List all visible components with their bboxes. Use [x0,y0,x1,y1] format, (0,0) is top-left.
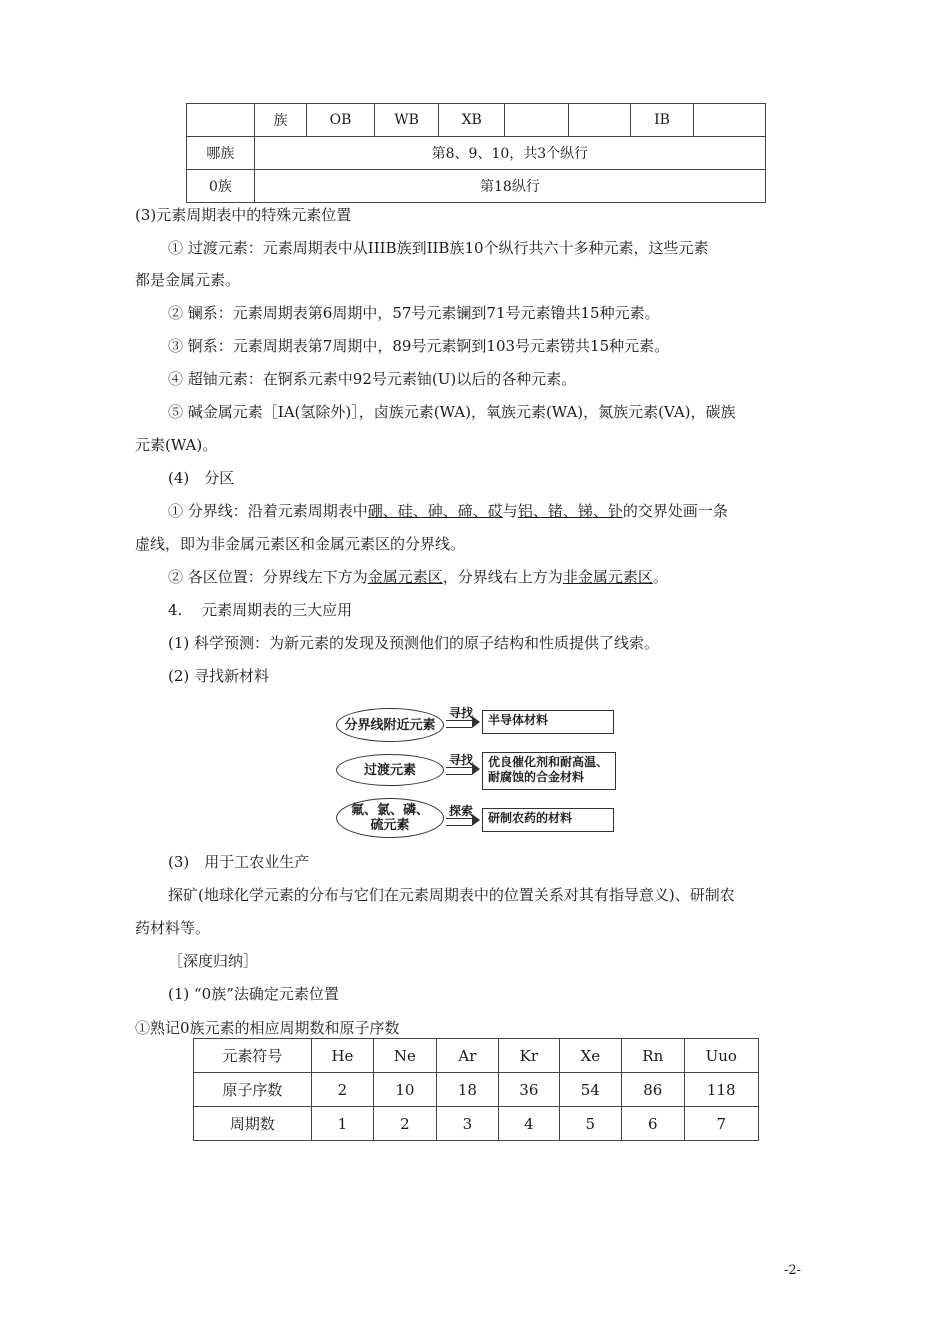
table-cell: He [311,1039,373,1073]
arrow-label: 寻找 [449,706,474,720]
table-cell: 6 [622,1107,684,1141]
noble-gas-table [193,1038,759,1141]
table-cell: WB [375,104,439,137]
table-cell: 1 [311,1107,373,1141]
table-cell: 3 [436,1107,498,1141]
oval-nonmetal-elements [336,798,444,838]
table-cell [694,104,766,137]
text-span: ，分界线右上方为 [442,568,563,586]
text-span: 的交界处画一条 [622,502,728,520]
underlined-term: 铝、锗、锑、钋 [517,502,623,520]
table-cell [505,104,569,137]
paragraph-line [168,567,668,587]
table-row [187,137,766,170]
text-span: ② 各区位置：分界线左下方为 [168,568,368,586]
table-cell: 2 [374,1107,436,1141]
table-cell: Xe [559,1039,621,1073]
table-cell: 10 [374,1073,436,1107]
arrow-label: 寻找 [449,753,474,767]
table-cell: 2 [311,1073,373,1107]
table-cell: Kr [499,1039,559,1073]
table-row [194,1039,759,1073]
table-cell: Rn [622,1039,684,1073]
box-pesticide: 研制农药的材料 [482,808,614,832]
arrow-right-icon [446,720,472,728]
section-heading: ［深度归纳］ [168,952,259,970]
underlined-term: 硼、硅、砷、碲、砹 [367,502,503,520]
underlined-term: 非金属元素区 [562,568,653,586]
paragraph-line: 都是金属元素。 [135,271,241,289]
table-cell: 4 [499,1107,559,1141]
table-cell: 7 [684,1107,759,1141]
table-row [187,104,766,137]
arrow-right-icon [446,767,472,775]
paragraph-line: 药材料等。 [135,919,211,937]
oval-boundary-elements: 分界线附近元素 [336,708,444,742]
table-cell: Ar [436,1039,498,1073]
page-number: -2- [784,1263,802,1278]
table-cell: 54 [559,1073,621,1107]
section-heading: (3)元素周期表中的特殊元素位置 [135,206,352,224]
table-cell [187,104,255,137]
box-catalyst-alloy [482,752,616,790]
table-cell: 第18纵行 [254,170,765,203]
paragraph-line: ④ 超铀元素：在锕系元素中92号元素铀(U)以后的各种元素。 [168,370,577,388]
table-cell: 5 [559,1107,621,1141]
materials-diagram [334,704,618,838]
paragraph-line [168,501,728,521]
table-row [194,1107,759,1141]
text-span: 。 [652,568,668,586]
table-cell: 0族 [187,170,255,203]
underlined-term: 金属元素区 [367,568,443,586]
section-heading: (4) 分区 [168,469,235,487]
table-cell: 118 [684,1073,759,1107]
arrow-label: 探索 [449,804,474,818]
table-cell: IB [630,104,694,137]
section-heading: 4. 元素周期表的三大应用 [168,601,353,619]
paragraph-line: 探矿(地球化学元素的分布与它们在元素周期表中的位置关系对其有指导意义)、研制农 [168,886,735,904]
table-cell: 周期数 [194,1107,312,1141]
paragraph-line: ③ 锕系：元素周期表第7周期中，89号元素锕到103号元素铹共15种元素。 [168,337,670,355]
paragraph-line: ①熟记0族元素的相应周期数和原子序数 [135,1019,400,1037]
section-heading: (1) “0族”法确定元素位置 [168,985,339,1003]
table-cell: Ne [374,1039,436,1073]
table-cell [568,104,630,137]
table-cell: OB [307,104,375,137]
paragraph-line: (2) 寻找新材料 [168,667,270,685]
table-cell: 族 [254,104,306,137]
paragraph-line: ② 镧系：元素周期表第6周期中，57号元素镧到71号元素镥共15种元素。 [168,304,660,322]
box-text: 耐腐蚀的合金材料 [488,770,585,784]
oval-text: 氟、氯、磷、 [350,803,429,818]
box-text: 优良催化剂和耐高温、 [488,755,609,769]
paragraph-line: 虚线，即为非金属元素区和金属元素区的分界线。 [135,535,466,553]
paragraph-line: ⑤ 碱金属元素［IA(氢除外)］，卤族元素(WA)，氧族元素(WA)，氮族元素(VA)，碳族 [168,403,736,421]
box-semiconductor: 半导体材料 [482,710,614,734]
table-cell: 哪族 [187,137,255,170]
text-span: ① 分界线：沿着元素周期表中 [168,502,368,520]
arrow-right-icon [446,818,472,826]
paragraph-line: 元素(WA)。 [135,436,218,454]
table-cell: 第8、9、10，共3个纵行 [254,137,765,170]
group-table [186,103,766,203]
table-cell: 18 [436,1073,498,1107]
table-cell: 元素符号 [194,1039,312,1073]
table-cell: 36 [499,1073,559,1107]
paragraph-line: ① 过渡元素：元素周期表中从IIIB族到IIB族10个纵行共六十多种元素，这些元素 [168,239,709,257]
oval-text: 硫元素 [370,818,410,833]
table-cell: XB [439,104,505,137]
table-row [194,1073,759,1107]
table-cell: 原子序数 [194,1073,312,1107]
table-row [187,170,766,203]
section-heading: (3) 用于工农业生产 [168,853,310,871]
table-cell: Uuo [684,1039,759,1073]
table-cell: 86 [622,1073,684,1107]
paragraph-line: (1) 科学预测：为新元素的发现及预测他们的原子结构和性质提供了线索。 [168,634,660,652]
text-span: 与 [502,502,518,520]
oval-transition-elements: 过渡元素 [336,754,444,786]
